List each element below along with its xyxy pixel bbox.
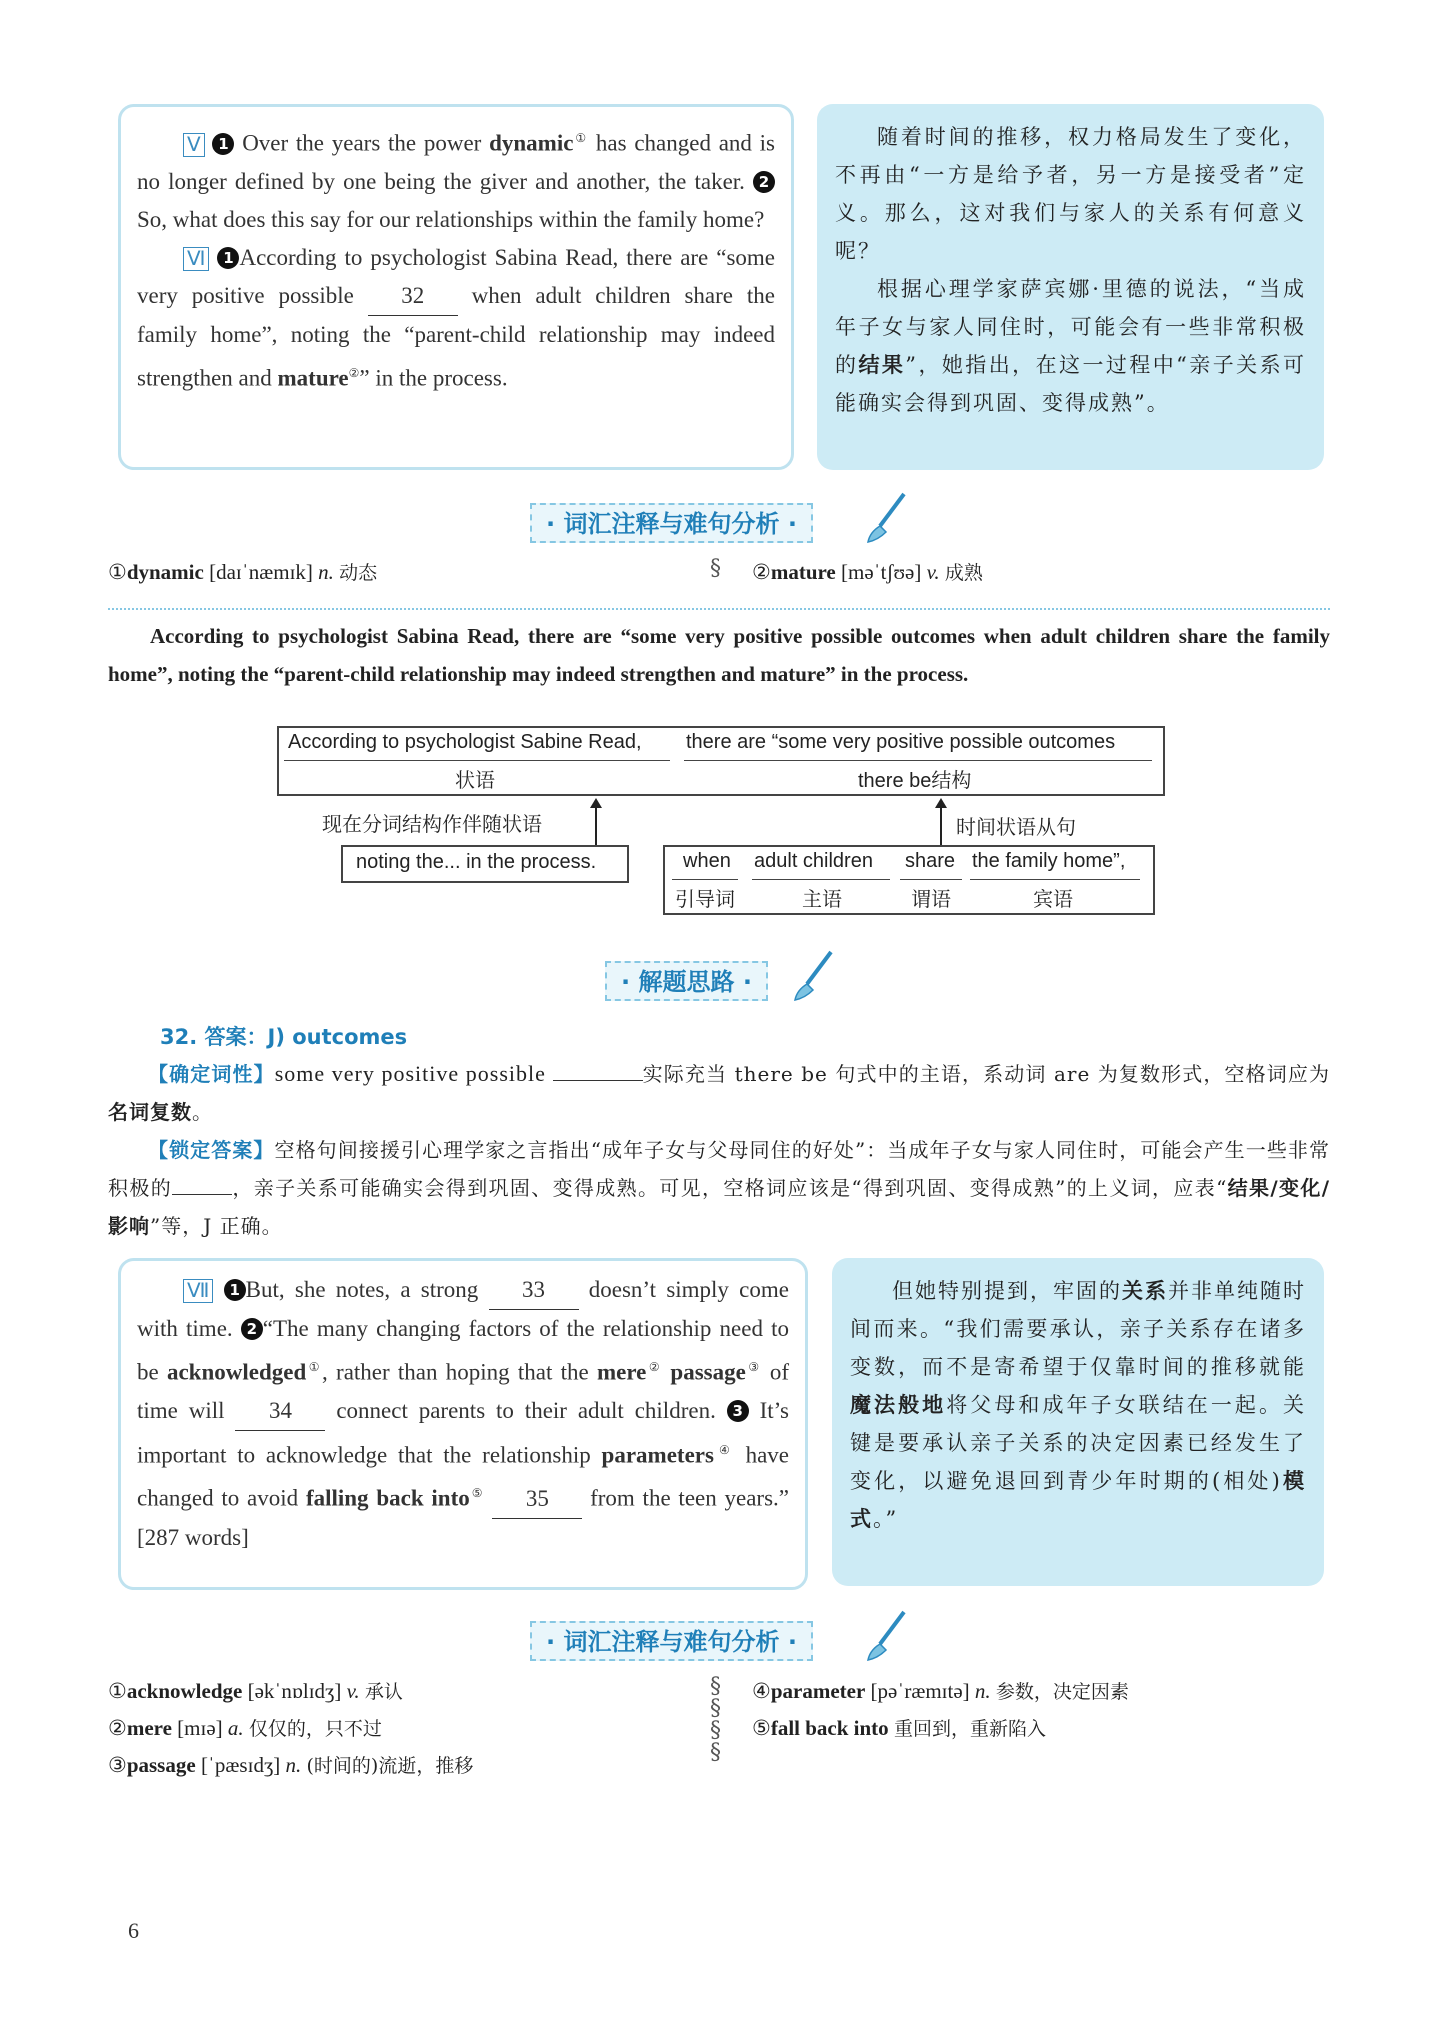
vocab-row: ③passage [ˈpæsɪdʒ] n. (时间的)流逝，推移 <box>108 1753 474 1777</box>
vocab-row: ①acknowledge [əkˈnɒlɪdʒ] v. 承认 <box>108 1679 403 1703</box>
paragraph-numeral: Ⅵ <box>183 247 209 271</box>
page-number: 6 <box>128 1918 139 1943</box>
diagram-label: 状语 <box>455 770 495 792</box>
passage-box-v-vi <box>118 104 794 470</box>
paragraph-v: Ⅴ 1 Over the years the power dynamic① has changed and is no longer defined by one being the giver and another, the taker. 2So, what does this say for our relationships within the family home? <box>137 130 775 232</box>
paragraph-vi: Ⅵ 1 According to psychologist Sabina Read, there are “some very positive possible 32 when adult children share the family home”, noting the “parent-child relationship may indeed strengthen and mature②” in the process. <box>137 244 776 391</box>
blank-line <box>172 1194 232 1195</box>
diagram-label: 现在分词结构作伴随状语 <box>322 814 542 836</box>
vocab-row: ⑤fall back into 重回到，重新陷入 <box>752 1716 1046 1740</box>
diagram-text: the family home”, <box>972 850 1126 872</box>
divider-icon: § § § § <box>710 1674 721 1765</box>
diagram-text: According to psychologist Sabine Read, <box>288 731 642 753</box>
sentence-marker: 2 <box>753 171 775 193</box>
brush-icon <box>793 950 835 1002</box>
paragraph-numeral: Ⅶ <box>183 1279 213 1303</box>
translation-paragraph: 根据心理学家萨宾娜·里德的说法，“当成年子女与家人同住时，可能会有一些非常积极的结果”，她指出，在这一过程中“亲子关系可能确实会得到巩固、变得成熟”。 <box>835 277 1307 415</box>
passage-box-vii <box>118 1258 808 1590</box>
diagram-label: 时间状语从句 <box>956 817 1076 839</box>
diagram-label: there be结构 <box>858 770 972 792</box>
diagram-label: 引导词 <box>675 889 735 911</box>
arrow-up-icon <box>933 796 949 846</box>
diagram-main-box <box>277 726 1165 796</box>
vocab-row: ①dynamic [daɪˈnæmɪk] n. 动态 <box>108 560 378 584</box>
translation-box-bottom <box>832 1258 1324 1586</box>
diagram-label: 谓语 <box>911 889 951 911</box>
vocab-row: ②mere [mɪə] a. 仅仅的，只不过 <box>108 1716 382 1740</box>
translation-paragraph: 随着时间的推移，权力格局发生了变化，不再由“一方是给予者，另一方是接受者”定义。那么，这对我们与家人的关系有何意义呢？ <box>835 125 1306 263</box>
diagram-participle-box <box>341 845 629 883</box>
answer-heading: 32. 答案：J) outcomes <box>160 1025 408 1049</box>
vocab-section-heading: · 词汇注释与难句分析 · <box>530 1621 813 1661</box>
brush-icon <box>866 1610 908 1662</box>
vocab-word: mature <box>277 365 349 391</box>
diagram-text: share <box>905 850 956 872</box>
blank-34: 34 <box>235 1392 325 1431</box>
sentence-marker: 1 <box>224 1279 246 1301</box>
arrow-up-icon <box>588 796 604 846</box>
sentence-marker: 3 <box>727 1400 749 1422</box>
translation-paragraph: 但她特别提到，牢固的关系并非单纯随时间而来。“我们需要承认，亲子关系存在诸多变数，而不是寄希望于仅靠时间的推移就能魔法般地将父母和成年子女联结在一起。关键是要承认亲子关系的决定因素已经发生了变化，以避免退回到青少年时期的(相处)模式。” <box>850 1278 1307 1531</box>
diagram-label: 主语 <box>802 889 842 911</box>
blank-line <box>553 1080 643 1081</box>
vocab-row: ②mature [məˈtʃʊə] v. 成熟 <box>752 560 983 584</box>
divider-icon: § <box>710 556 721 581</box>
sentence-marker: 2 <box>241 1318 263 1340</box>
vocab-section-heading: · 词汇注释与难句分析 · <box>530 503 813 543</box>
diagram-text: noting the... in the process. <box>356 851 597 873</box>
blank-33: 33 <box>489 1271 579 1310</box>
vocab-word: dynamic <box>489 130 574 156</box>
paragraph-vii: Ⅶ 1 But, she notes, a strong 33 doesn’t simply come with time. 2 “The many changing factors of the relationship need to be acknowledged①, rather than hoping that the mere② passage③ of time will 34 connect parents to their adult children. 3 It’s important to acknowledge that the relationship parameters④ have changed to avoid falling back into⑤ 35 from the teen years.” [287 words] <box>137 1271 789 1557</box>
solution-section-heading: · 解题思路 · <box>605 961 768 1001</box>
diagram-label: 宾语 <box>1033 889 1073 911</box>
diagram-clause-box <box>663 845 1155 915</box>
diagram-text: adult children <box>754 850 873 872</box>
sentence-marker: 1 <box>212 133 234 155</box>
blank-35: 35 <box>492 1480 582 1519</box>
vocab-row: ④parameter [pəˈræmɪtə] n. 参数，决定因素 <box>752 1679 1129 1703</box>
blank-32: 32 <box>368 277 458 316</box>
brush-icon <box>866 492 908 544</box>
sentence-marker: 1 <box>217 247 239 269</box>
analysis-sentence: According to psychologist Sabina Read, there are “some very positive possible outcomes when adult children share the family home”, noting the “parent-child relationship may indeed strengthen and mature” in the process. <box>108 624 1330 686</box>
diagram-text: when <box>683 850 731 872</box>
answer-explanation: 【确定词性】some very positive possible 实际充当 there be 句式中的主语，系动词 are 为复数形式，空格词应为名词复数。 【锁定答案】空格句间接援引心理学家之言指出“成年子女与父母同住的好处”：当成年子女与家人同住时，可能会产生一些非常积极的 ，亲子关系可能确实会得到巩固、变得成熟。可见，空格词应该是“得到巩固、变得成熟”的上义词，应表“结果/变化/影响”等，J 正确。 <box>108 1061 1331 1238</box>
diagram-text: there are “some very positive possible outcomes <box>686 731 1116 753</box>
dotted-divider <box>108 608 1330 610</box>
paragraph-numeral: Ⅴ <box>183 133 205 157</box>
translation-box-top <box>817 104 1324 470</box>
